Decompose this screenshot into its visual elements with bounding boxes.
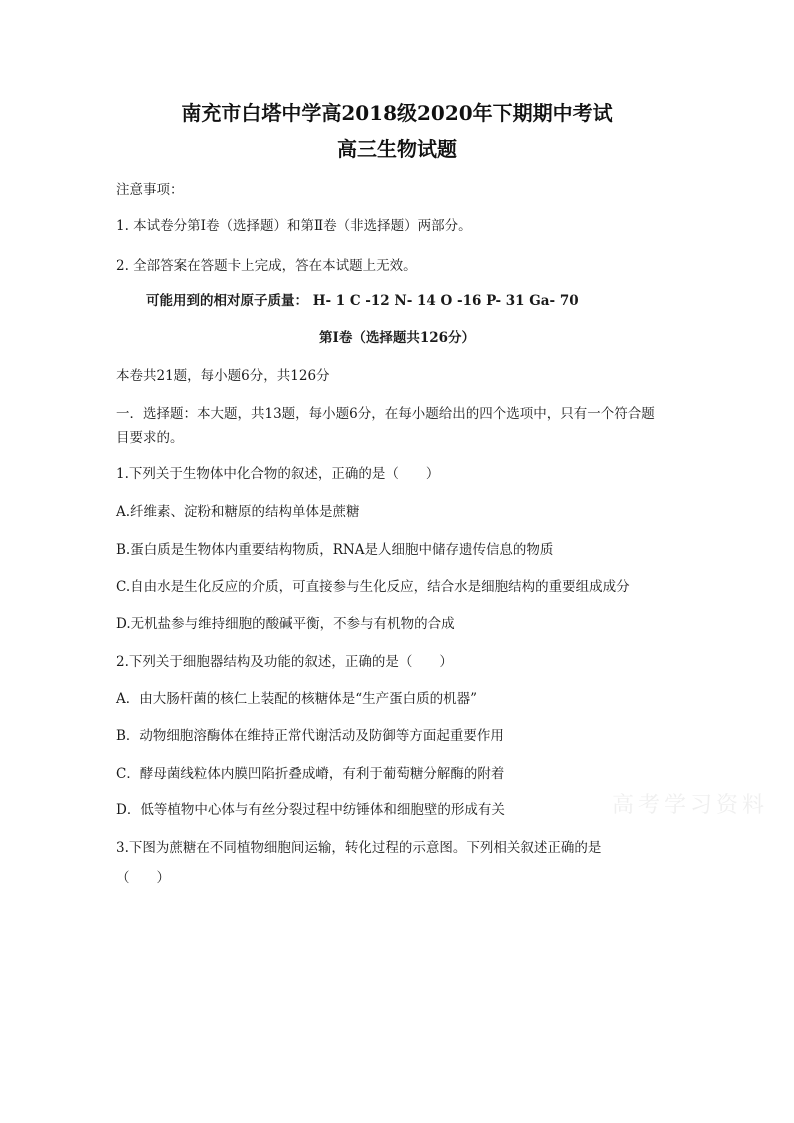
question-2-option-b: B．动物细胞溶酶体在维持正常代谢活动及防御等方面起重要作用 <box>116 728 504 744</box>
question-1-option-c: C.自由水是生化反应的介质，可直接参与生化反应，结合水是细胞结构的重要组成成分 <box>116 579 630 595</box>
question-1-option-a: A.纤维素、淀粉和糖原的结构单体是蔗糖 <box>116 504 360 520</box>
question-1-stem: 1.下列关于生物体中化合物的叙述，正确的是（ ） <box>116 466 440 482</box>
notice-item-2: 2. 全部答案在答题卡上完成，答在本试题上无效。 <box>116 258 417 274</box>
question-2-option-c: C．酵母菌线粒体内膜凹陷折叠成嵴，有利于葡萄糖分解酶的附着 <box>116 766 505 782</box>
question-3-stem-line1: 3.下图为蔗糖在不同植物细胞间运输，转化过程的示意图。下列相关叙述正确的是 <box>116 840 602 856</box>
question-1-option-b: B.蛋白质是生物体内重要结构物质，RNA是人细胞中储存遗传信息的物质 <box>116 542 554 558</box>
question-2-option-d: D．低等植物中心体与有丝分裂过程中纺锤体和细胞壁的形成有关 <box>116 802 505 818</box>
exam-subtitle: 高三生物试题 <box>337 137 457 161</box>
question-2-option-a: A．由大肠杆菌的核仁上装配的核糖体是“生产蛋白质的机器” <box>116 691 478 707</box>
notice-heading: 注意事项： <box>116 182 184 198</box>
question-1-option-d: D.无机盐参与维持细胞的酸碱平衡，不参与有机物的合成 <box>116 616 455 632</box>
watermark: 高考学习资料 <box>612 793 769 818</box>
part-heading-line1: 一．选择题：本大题，共13题，每小题6分，在每小题给出的四个选项中，只有一个符合题 <box>116 406 655 422</box>
question-2-stem: 2.下列关于细胞器结构及功能的叙述，正确的是（ ） <box>116 654 453 670</box>
atomic-mass-line: 可能用到的相对原子质量： H- 1 C -12 N- 14 O -16 P- 31 Ga- 70 <box>146 293 579 309</box>
question-3-stem-line2: （ ） <box>116 870 170 886</box>
part-heading-line2: 目要求的。 <box>116 430 184 446</box>
section-description: 本卷共21题，每小题6分，共126分 <box>116 368 330 384</box>
exam-title: 南充市白塔中学高2018级2020年下期期中考试 <box>181 101 613 125</box>
section-title: 第Ⅰ卷（选择题共126分） <box>319 330 475 346</box>
notice-item-1: 1. 本试卷分第Ⅰ卷（选择题）和第Ⅱ卷（非选择题）两部分。 <box>116 218 472 234</box>
